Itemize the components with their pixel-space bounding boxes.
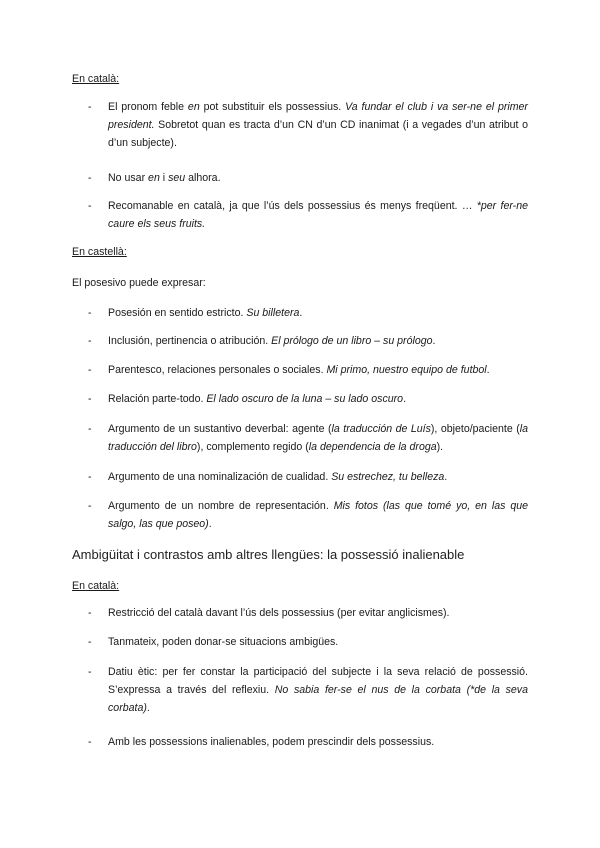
bullet-dash: - [88,335,92,347]
bullet-dash: - [88,200,92,212]
text: No usar [108,172,149,184]
example: Mis fotos (las que tomé yo, en las que salgo, las que poseo) [108,500,528,530]
bullet-dash: - [88,423,92,435]
heading-catala-2: En català: [72,580,120,592]
bullet-dash: - [88,307,92,319]
section-title: Ambigüitat i contrastos amb altres llengües: la possessió inalienable [72,547,465,562]
text: El pronom feble [108,101,188,113]
text: Inclusión, pertinencia o atribución. [108,335,272,347]
bullet-dash: - [88,607,92,619]
text: . [146,702,150,714]
text: Posesión en sentido estricto. [108,307,247,319]
example: *per fer-ne caure els seus fruits. [108,200,528,230]
text: . [444,471,448,483]
example: No sabia fer-se el nus de la corbata (*de la seva corbata) [108,684,528,714]
text: Parentesco, relaciones personales o sociales. [108,364,327,376]
list-item [88,332,528,350]
text: Restricció del català davant l’ús dels possessius (per evitar anglicismes). [108,607,450,619]
bullet-dash: - [88,364,92,376]
example: El prólogo de un libro – su prólogo [271,335,433,347]
text: Argumento de una nominalización de cualidad. [108,471,332,483]
bullet-dash: - [88,666,92,678]
intro-text: El posesivo puede expresar: [72,277,206,289]
example: la dependencia de la droga [308,441,437,453]
text: i [159,172,169,184]
text: . [403,393,407,405]
heading-catala: En català: [72,73,120,85]
list-item [88,197,528,233]
bullet-dash: - [88,736,92,748]
list-item [88,663,528,717]
bullet-dash: - [88,172,92,184]
text: pot substituir els possessius. [199,101,346,113]
bullet-dash: - [88,101,92,113]
text: . [299,307,303,319]
text: Sobretot quan es tracta d’un CN d’un CD inanimat (i a vegades d’un atribut o d’un subjecte). [108,119,528,149]
text: ), objeto/paciente ( [430,423,520,435]
text: ), complemento regido ( [196,441,309,453]
example: en [187,101,200,113]
example: la traducción del libro [108,423,528,453]
text: Tanmateix, poden donar-se situacions ambigües. [108,636,339,648]
list-item [88,98,528,152]
example: El lado oscuro de la luna – su lado oscuro [206,393,404,405]
example: la traducción de Luís [331,423,431,435]
text: . [208,518,212,530]
list-item [88,633,528,651]
list-item [88,361,528,379]
heading-castella: En castellà: [72,246,127,258]
list-item [88,497,528,533]
text: Recomanable en català, ja que l’ús dels possessius és menys freqüent. … [108,200,477,212]
text: Datiu ètic: per fer constar la participació del subjecte i la seva relació de possessió. S’expressa a través del reflexiu. [108,666,528,696]
text: . [432,335,436,347]
example: en [148,172,160,184]
example: Va fundar el club i va ser-ne el primer president. [108,101,528,131]
example: Su billetera [246,307,300,319]
bullet-dash: - [88,471,92,483]
text: alhora. [185,172,221,184]
bullet-dash: - [88,500,92,512]
list-item [88,390,528,408]
text: Argumento de un sustantivo deverbal: agente ( [108,423,332,435]
text: Amb les possessions inalienables, podem prescindir dels possessius. [108,736,435,748]
text: Argumento de un nombre de representación. [108,500,334,512]
bullet-dash: - [88,636,92,648]
text: Relación parte-todo. [108,393,207,405]
bullet-dash: - [88,393,92,405]
list-item [88,304,528,322]
example: seu [168,172,186,184]
list-item [88,468,528,486]
text: ). [436,441,444,453]
text: . [486,364,490,376]
list-item [88,420,528,456]
list-item [88,169,528,187]
example: Mi primo, nuestro equipo de futbol [326,364,487,376]
list-item [88,733,528,751]
list-item [88,604,528,622]
example: Su estrechez, tu belleza [331,471,445,483]
